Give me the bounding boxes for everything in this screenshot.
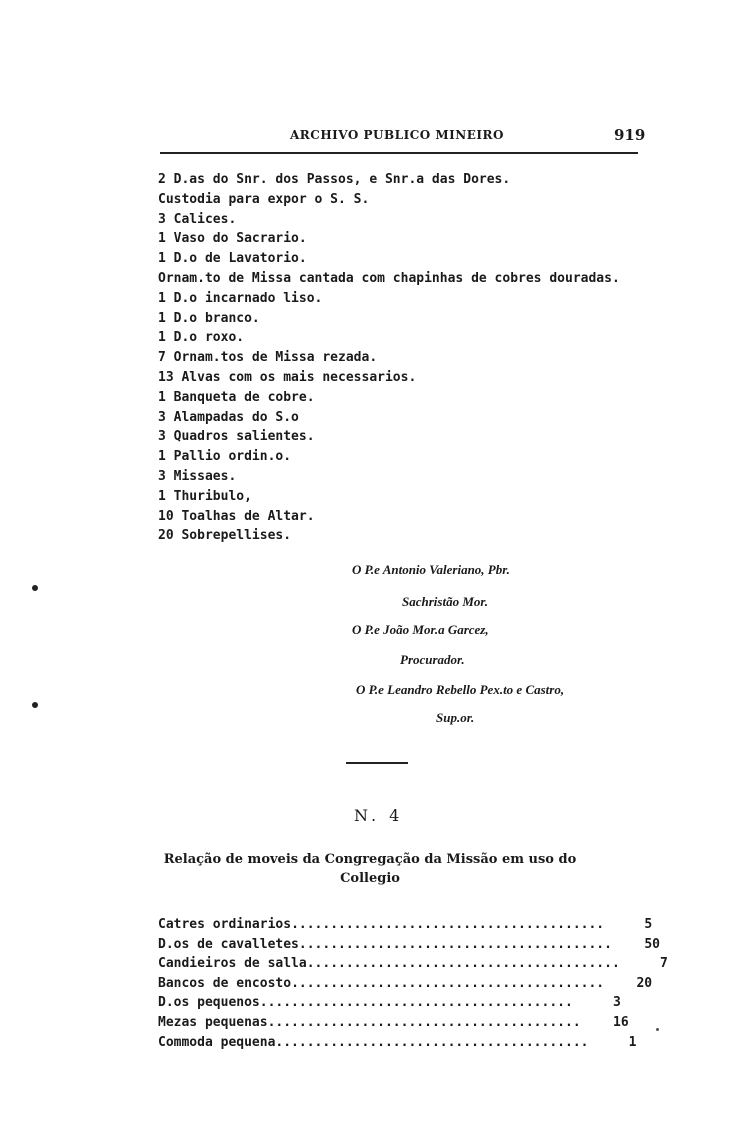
item-label: Mezas pequenas [158, 1014, 268, 1030]
inventory-table [158, 915, 668, 1052]
list-item: Custodia para expor o S. S. [158, 191, 370, 207]
signature-role: Sup.or. [436, 710, 475, 725]
list-item: 1 D.o incarnado liso. [158, 290, 323, 306]
leader-dots: ........................................ [306, 956, 620, 972]
list-item: 20 Sobrepellises. [158, 528, 292, 544]
list-item: 7 Ornam.tos de Missa rezada. [158, 350, 378, 366]
header-rule [160, 152, 638, 154]
item-label: D.os de cavalletes [158, 936, 299, 952]
item-label: Commoda pequena [158, 1034, 276, 1050]
list-item: 3 Calices. [158, 211, 237, 227]
leader-dots: ........................................ [275, 1034, 589, 1050]
list-item: 13 Alvas com os mais necessarios. [158, 369, 417, 385]
running-header: ARCHIVO PUBLICO MINEIRO [290, 128, 504, 142]
item-quantity: 7 [659, 956, 668, 972]
margin-dot [32, 585, 38, 591]
table-row [158, 974, 653, 994]
item-quantity: 16 [613, 1014, 629, 1030]
table-row [158, 993, 621, 1013]
item-quantity: 50 [644, 936, 660, 952]
item-quantity: 20 [636, 975, 653, 991]
item-label: Candieiros de salla [158, 956, 307, 972]
list-item: 2 D.as do Snr. dos Passos, e Snr.a das Dores. [158, 172, 511, 187]
leader-dots: ........................................ [267, 1014, 581, 1030]
item-quantity: 1 [628, 1034, 637, 1050]
table-row [158, 954, 668, 974]
list-item: Ornam.to de Missa cantada com chapinhas de cobres douradas. [158, 270, 620, 286]
signature-role: Procurador. [400, 652, 465, 667]
list-item: 1 D.o de Lavatorio. [158, 251, 307, 267]
table-row [158, 935, 660, 955]
signature-name: O P.e João Mor.a Garcez, [352, 622, 489, 637]
list-item: 3 Quadros salientes. [158, 429, 315, 445]
item-label: Catres ordinarios [158, 917, 292, 932]
list-item: 1 D.o roxo. [158, 330, 245, 346]
list-item: 1 Vaso do Sacrario. [158, 231, 307, 247]
page-number: 919 [614, 126, 646, 144]
section-number: N. 4 [354, 806, 404, 825]
table-row [158, 915, 653, 935]
leader-dots: ........................................ [298, 936, 612, 952]
signature-name: O P.e Antonio Valeriano, Pbr. [352, 562, 510, 577]
list-item: 1 Banqueta de cobre. [158, 389, 315, 405]
relation-title: Relação de moveis da Congregação da Missão em uso do Collegio [163, 852, 577, 886]
list-item: 1 D.o branco. [158, 310, 260, 326]
list-item: 10 Toalhas de Altar. [158, 508, 315, 524]
list-item: 1 Thuribulo, [158, 488, 252, 504]
leader-dots: ........................................ [259, 995, 573, 1011]
signature-name: O P.e Leandro Rebello Pex.to e Castro, [356, 682, 565, 697]
item-quantity: 5 [644, 917, 653, 932]
margin-dot [32, 702, 38, 708]
leader-dots: ........................................ [291, 975, 605, 991]
list-item: 1 Pallio ordin.o. [158, 449, 292, 465]
item-label: D.os pequenos [158, 995, 260, 1011]
signature-role: Sachristão Mor. [402, 594, 488, 609]
margin-dot [656, 1028, 659, 1031]
item-quantity: 3 [613, 995, 621, 1011]
table-row [158, 1013, 629, 1033]
section-separator [346, 762, 408, 764]
list-item: 3 Alampadas do S.o [158, 409, 299, 425]
items-list [158, 170, 620, 546]
item-label: Bancos de encosto [158, 975, 292, 991]
table-row [158, 1033, 637, 1053]
list-item: 3 Missaes. [158, 468, 237, 484]
leader-dots: ........................................ [291, 917, 605, 932]
